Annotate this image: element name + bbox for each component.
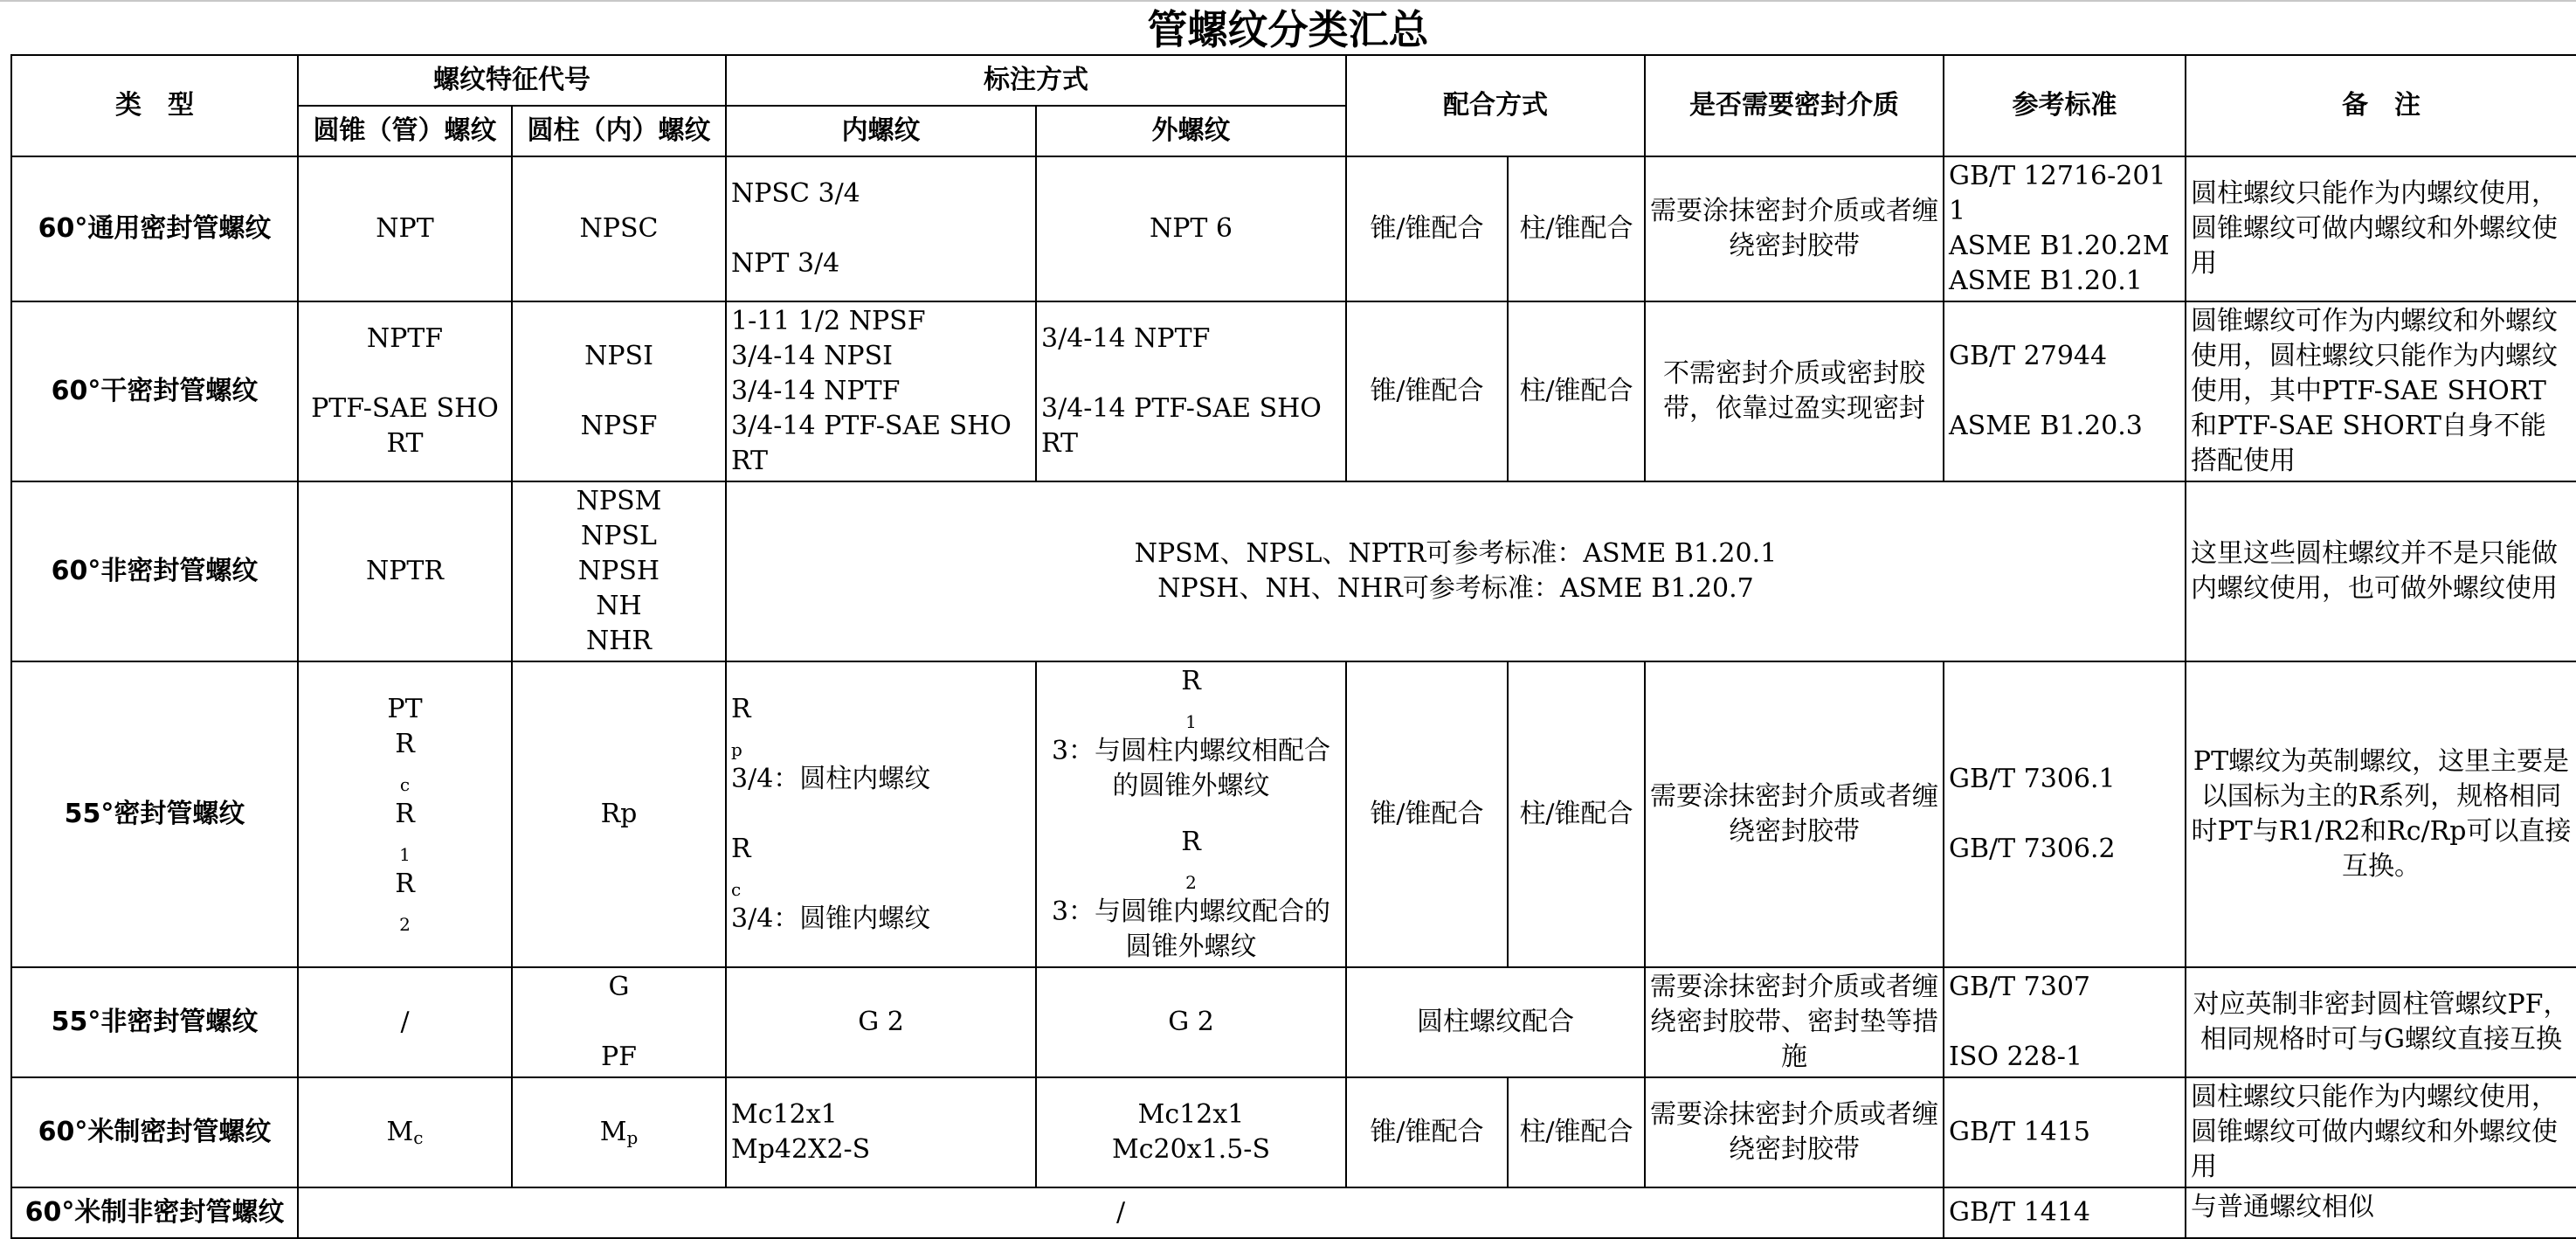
- external-marking[interactable]: [1036, 661, 1346, 967]
- table-row: [11, 1187, 2576, 1238]
- external-marking[interactable]: [1036, 301, 1346, 481]
- note[interactable]: 圆柱螺纹只能作为内螺纹使用，圆锥螺纹可做内螺纹和外螺纹使用: [2186, 1077, 2576, 1187]
- header-note[interactable]: 备 注: [2186, 55, 2576, 156]
- reference-standard[interactable]: [1944, 661, 2186, 967]
- internal-line: 3/4-14 NPTF: [731, 376, 901, 406]
- taper-code[interactable]: NPTR: [298, 481, 512, 661]
- reference-standard[interactable]: GB/T 1414: [1944, 1187, 2186, 1238]
- note[interactable]: 对应英制非密封圆柱管螺纹PF，相同规格时可与G螺纹直接互换: [2186, 967, 2576, 1077]
- standard-line: GB/T 7306.2: [1949, 834, 2116, 864]
- code-line: PT: [387, 694, 423, 724]
- internal-line: NPT 3/4: [731, 248, 840, 279]
- seal-requirement[interactable]: 需要涂抹密封介质或者缠绕密封胶带: [1645, 1077, 1944, 1187]
- thread-summary-table: [10, 54, 2576, 1239]
- standard-line: ASME B1.20.3: [1949, 411, 2143, 441]
- fit-taper-taper[interactable]: 锥/锥配合: [1346, 156, 1508, 301]
- code-line: NPSH: [577, 556, 660, 586]
- note[interactable]: 圆锥螺纹可作为内螺纹和外螺纹使用，圆柱螺纹只能作为内螺纹使用，其中PTF-SAE SHORT和PTF-SAE SHORT自身不能搭配使用: [2186, 301, 2576, 481]
- standard-line: GB/T 12716-2011: [1949, 161, 2166, 226]
- table-row: [11, 481, 2576, 661]
- fit-taper-taper[interactable]: 锥/锥配合: [1346, 1077, 1508, 1187]
- merged-empty[interactable]: /: [298, 1187, 1944, 1238]
- internal-line: R $_p$ 3/4：圆柱内螺纹: [731, 694, 931, 794]
- internal-line: R $_c$ 3/4：圆锥内螺纹: [731, 834, 931, 934]
- fit-cyl-taper[interactable]: 柱/锥配合: [1508, 1077, 1645, 1187]
- table-row: [11, 967, 2576, 1077]
- fit-taper-taper[interactable]: 锥/锥配合: [1346, 661, 1508, 967]
- header-seal[interactable]: 是否需要密封介质: [1645, 55, 1944, 156]
- external-line: R $_2$ 3：与圆锥内螺纹配合的圆锥外螺纹: [1051, 827, 1331, 962]
- code-line: NPSI: [584, 341, 653, 371]
- code-line: NPSM: [576, 486, 662, 516]
- merged-standard-info[interactable]: [726, 481, 2186, 661]
- code-line: NPSF: [580, 411, 658, 441]
- note[interactable]: 与普通螺纹相似: [2186, 1187, 2576, 1238]
- header-standard[interactable]: 参考标准: [1944, 55, 2186, 156]
- external-marking[interactable]: NPT 6: [1036, 156, 1346, 301]
- seal-requirement[interactable]: 需要涂抹密封介质或者缠绕密封胶带、密封垫等措施: [1645, 967, 1944, 1077]
- fit-cyl-taper[interactable]: 柱/锥配合: [1508, 661, 1645, 967]
- header-fit[interactable]: 配合方式: [1346, 55, 1645, 156]
- fit-cyl-taper[interactable]: 柱/锥配合: [1508, 156, 1645, 301]
- cylinder-code[interactable]: [512, 481, 726, 661]
- standard-line: GB/T 27944: [1949, 341, 2108, 371]
- note[interactable]: 这里这些圆柱螺纹并不是只能做内螺纹使用，也可做外螺纹使用: [2186, 481, 2576, 661]
- internal-marking[interactable]: [726, 156, 1036, 301]
- seal-requirement[interactable]: 需要涂抹密封介质或者缠绕密封胶带: [1645, 661, 1944, 967]
- merged-line: NPSH、NH、NHR可参考标准：ASME B1.20.7: [1157, 573, 1754, 604]
- code-line: PF: [600, 1042, 637, 1072]
- external-marking[interactable]: G 2: [1036, 967, 1346, 1077]
- taper-code[interactable]: [298, 661, 512, 967]
- standard-line: GB/T 7307: [1949, 972, 2091, 1002]
- standard-line: GB/T 7306.1: [1949, 764, 2116, 794]
- seal-requirement[interactable]: 不需密封介质或密封胶带，依靠过盈实现密封: [1645, 301, 1944, 481]
- standard-line: ISO 228-1: [1949, 1042, 2083, 1072]
- row-type[interactable]: 60°米制密封管螺纹: [11, 1077, 298, 1187]
- internal-line: Mc12x1: [731, 1099, 838, 1130]
- code-line: R $_1$: [395, 799, 415, 865]
- external-line: Mc20x1.5-S: [1111, 1134, 1270, 1165]
- table-row: [11, 156, 2576, 301]
- row-type[interactable]: 55°密封管螺纹: [11, 661, 298, 967]
- fit-taper-taper[interactable]: 锥/锥配合: [1346, 301, 1508, 481]
- internal-marking[interactable]: [726, 661, 1036, 967]
- code-line: PTF-SAE SHORT: [311, 393, 499, 459]
- internal-marking[interactable]: [726, 301, 1036, 481]
- code-line: NPSL: [581, 521, 657, 551]
- row-type[interactable]: 60°通用密封管螺纹: [11, 156, 298, 301]
- seal-requirement[interactable]: 需要涂抹密封介质或者缠绕密封胶带: [1645, 156, 1944, 301]
- code-line: G: [608, 972, 630, 1002]
- taper-code[interactable]: [298, 301, 512, 481]
- taper-code[interactable]: $M_c$: [298, 1077, 512, 1187]
- external-line: 3/4-14 NPTF: [1041, 323, 1211, 354]
- standard-line: ASME B1.20.1: [1949, 266, 2143, 296]
- row-type[interactable]: 60°米制非密封管螺纹: [11, 1187, 298, 1238]
- table-row: [11, 301, 2576, 481]
- row-type[interactable]: 60°非密封管螺纹: [11, 481, 298, 661]
- header-external[interactable]: 外螺纹: [1036, 106, 1346, 156]
- code-line: NH: [596, 591, 642, 621]
- header-code-group[interactable]: 螺纹特征代号: [298, 55, 726, 106]
- taper-code[interactable]: NPT: [298, 156, 512, 301]
- merged-line: NPSM、NPSL、NPTR可参考标准：ASME B1.20.1: [1134, 538, 1778, 569]
- cylinder-code[interactable]: [512, 967, 726, 1077]
- fit-cyl-taper[interactable]: 柱/锥配合: [1508, 301, 1645, 481]
- note[interactable]: 圆柱螺纹只能作为内螺纹使用，圆锥螺纹可做内螺纹和外螺纹使用: [2186, 156, 2576, 301]
- internal-line: 3/4-14 PTF-SAE SHORT: [731, 411, 1012, 476]
- cylinder-code[interactable]: NPSC: [512, 156, 726, 301]
- header-type[interactable]: 类 型: [11, 55, 298, 156]
- internal-marking[interactable]: G 2: [726, 967, 1036, 1077]
- internal-line: 1-11 1/2 NPSF: [731, 306, 926, 336]
- header-mark-group[interactable]: 标注方式: [726, 55, 1346, 106]
- row-type[interactable]: 55°非密封管螺纹: [11, 967, 298, 1077]
- reference-standard[interactable]: [1944, 156, 2186, 301]
- standard-line: ASME B1.20.2M: [1949, 231, 2170, 261]
- sheet-title: 管螺纹分类汇总: [0, 0, 2576, 56]
- reference-standard[interactable]: GB/T 1415: [1944, 1077, 2186, 1187]
- header-row-1: [11, 55, 2576, 106]
- table-row: [11, 661, 2576, 967]
- row-type[interactable]: 60°干密封管螺纹: [11, 301, 298, 481]
- code-line: NPTF: [366, 323, 444, 354]
- code-line: R $_2$: [395, 869, 415, 935]
- internal-line: NPSC 3/4: [731, 178, 860, 209]
- fit-cylinder[interactable]: 圆柱螺纹配合: [1346, 967, 1645, 1077]
- header-internal[interactable]: 内螺纹: [726, 106, 1036, 156]
- internal-line: 3/4-14 NPSI: [731, 341, 893, 371]
- reference-standard[interactable]: [1944, 967, 2186, 1077]
- header-cylinder[interactable]: 圆柱（内）螺纹: [512, 106, 726, 156]
- cylinder-code[interactable]: $M_p$: [512, 1077, 726, 1187]
- external-marking[interactable]: [1036, 1077, 1346, 1187]
- taper-code[interactable]: /: [298, 967, 512, 1077]
- note[interactable]: PT螺纹为英制螺纹，这里主要是以国标为主的R系列，规格相同时PT与R1/R2和Rc/Rp可以直接互换。: [2186, 661, 2576, 967]
- cylinder-code[interactable]: Rp: [512, 661, 726, 967]
- code-line: R $_c$: [395, 729, 415, 795]
- external-line: R $_1$ 3：与圆柱内螺纹相配合的圆锥外螺纹: [1051, 666, 1331, 801]
- table-row: [11, 1077, 2576, 1187]
- header-taper[interactable]: 圆锥（管）螺纹: [298, 106, 512, 156]
- code-line: NHR: [586, 626, 652, 656]
- cylinder-code[interactable]: [512, 301, 726, 481]
- internal-line: Mp42X2-S: [731, 1134, 871, 1165]
- reference-standard[interactable]: [1944, 301, 2186, 481]
- external-line: Mc12x1: [1137, 1099, 1245, 1130]
- external-line: 3/4-14 PTF-SAE SHORT: [1041, 393, 1322, 459]
- internal-marking[interactable]: [726, 1077, 1036, 1187]
